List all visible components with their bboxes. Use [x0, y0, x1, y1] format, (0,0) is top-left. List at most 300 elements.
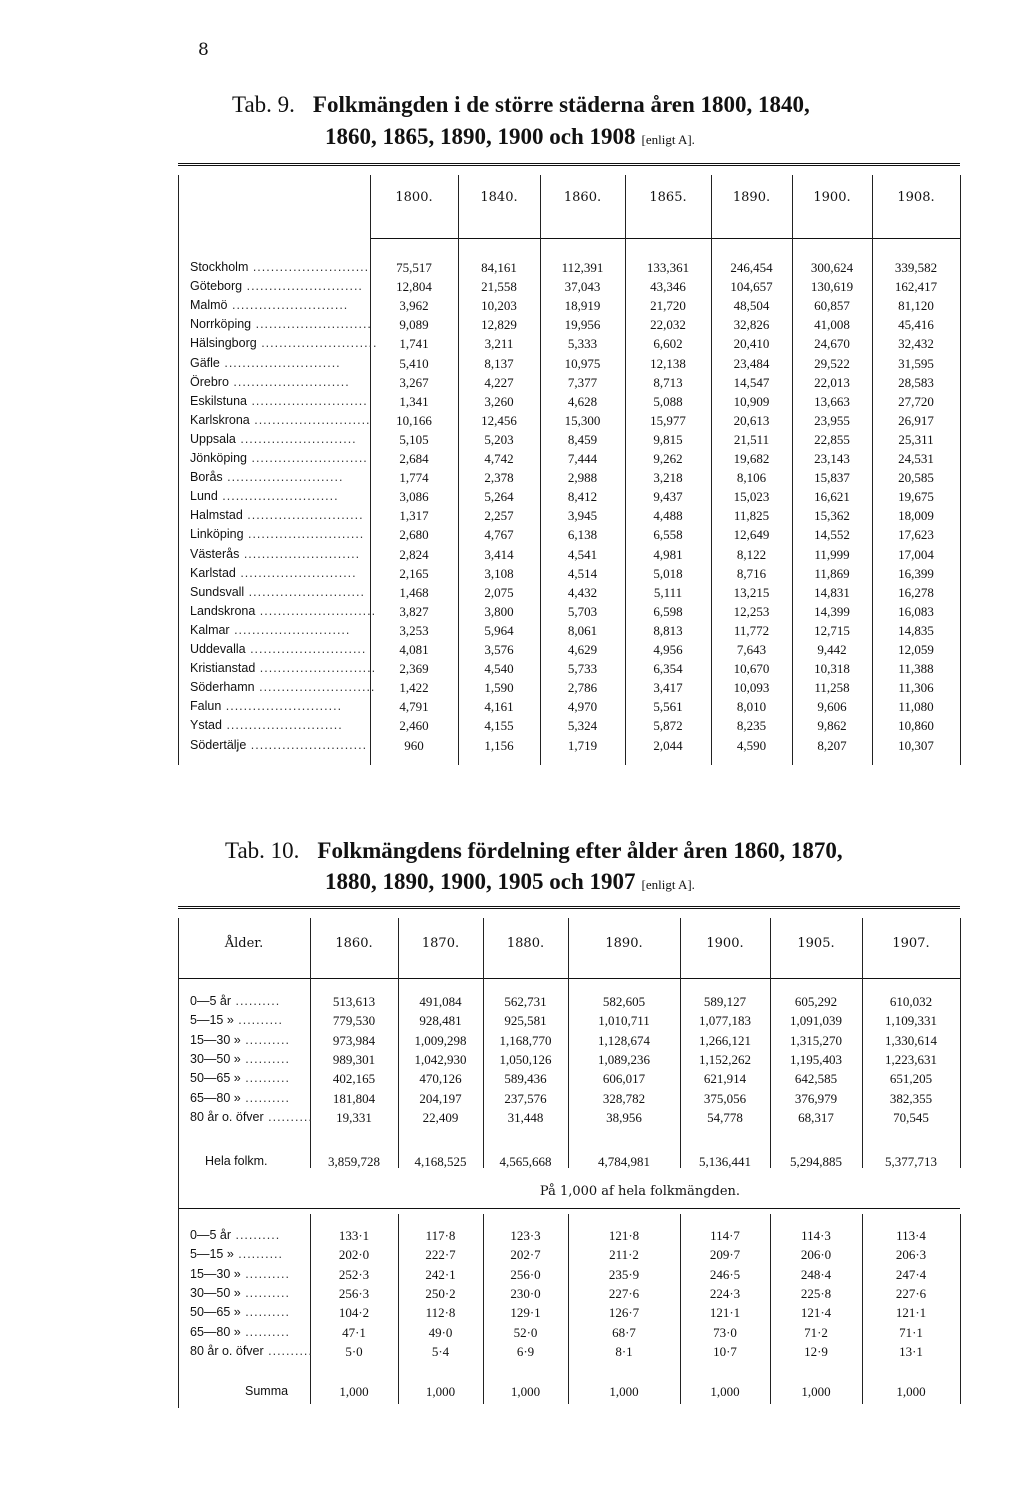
tab9-cell: 20,585	[898, 470, 934, 486]
leader-dots: ..........................	[248, 260, 370, 274]
city-name: Göteborg	[190, 279, 243, 294]
tab9-cell: 9,862	[817, 718, 847, 734]
city-name: Ystad	[190, 718, 222, 733]
pm-cell: 230·0	[510, 1285, 541, 1301]
tab9-cell: 6,598	[653, 603, 683, 619]
tab9-cell: 21,511	[733, 431, 770, 447]
leader-dots: ..........	[263, 1109, 313, 1124]
tab9-cell: 12,138	[650, 355, 686, 371]
tab9-city-label	[190, 585, 365, 599]
city-name: Malmö	[190, 298, 228, 313]
tab9-cell: 133,361	[646, 260, 690, 275]
tab9-cell: 3,211	[484, 336, 514, 352]
tab9-cell: 8,412	[567, 489, 598, 505]
tab9-cell: 5,203	[484, 431, 514, 447]
tab9-column-header: 1860.	[563, 190, 602, 205]
leader-dots: ..........	[231, 1228, 281, 1242]
abs-cell: 1,223,631	[885, 1051, 937, 1067]
pm-cell: 222·7	[425, 1247, 456, 1263]
tab9-city-label	[190, 547, 365, 561]
tab9-cell: 16,278	[898, 584, 934, 600]
tab9-cell: 1,774	[399, 470, 429, 486]
tab9-cell: 162,417	[894, 279, 938, 295]
tab10-title-line1: Folkmängdens fördelning efter ålder åren 1860, 1870,	[317, 838, 843, 863]
tab9-city-label	[190, 412, 371, 427]
total-cell: 4,565,668	[499, 1154, 552, 1169]
abs-cell: 1,315,270	[790, 1032, 842, 1048]
pm-cell: 73·0	[713, 1324, 737, 1340]
tab9-cell: 10,860	[898, 718, 934, 734]
tab9-cell: 8,106	[736, 470, 767, 486]
pm-cell: 235·9	[608, 1266, 640, 1282]
tab9-cell: 1,341	[399, 393, 429, 409]
pm-age-label	[190, 1228, 308, 1242]
tab9-cell: 45,416	[898, 317, 934, 333]
tab9-cell: 20,613	[733, 412, 770, 428]
tab9-cell: 9,442	[817, 642, 847, 657]
sum-cell: 1,000	[896, 1384, 926, 1399]
pm-cell: 52·0	[513, 1324, 538, 1340]
city-name: Gäfle	[190, 355, 220, 370]
tab9-cell: 1,156	[484, 737, 514, 753]
city-name: Norrköping	[190, 317, 252, 332]
tab9-cell: 23,955	[814, 412, 850, 428]
tab9-cell: 29,522	[814, 355, 850, 371]
leader-dots: ..........................	[251, 317, 372, 332]
tab9-cell: 12,829	[481, 317, 517, 333]
tab9-city-label	[190, 432, 365, 446]
tab9-cell: 32,826	[733, 317, 770, 333]
abs-cell: 973,984	[332, 1032, 376, 1048]
tab9-cell: 75,517	[396, 260, 432, 275]
pm-cell: 121·1	[895, 1305, 927, 1321]
leader-dots: ..........	[240, 1324, 290, 1339]
tab9-cell: 8,010	[736, 699, 767, 715]
tab9-cell: 9,437	[653, 489, 683, 505]
tab9-cell: 6,602	[653, 336, 683, 352]
tab9-cell: 14,547	[733, 374, 770, 390]
tab9-city-label	[190, 680, 376, 695]
abs-cell: 376,979	[794, 1090, 838, 1106]
tab9-cell: 5,333	[567, 336, 598, 352]
tab9-cell: 3,417	[653, 680, 683, 696]
pm-cell: 224·3	[709, 1285, 741, 1301]
tab9-cell: 9,089	[399, 317, 429, 333]
sum-label: Summa	[245, 1384, 289, 1398]
tab9-cell: 4,432	[567, 584, 598, 600]
tab9-cell: 16,083	[898, 603, 934, 619]
sum-cell: 1,000	[425, 1384, 456, 1399]
pm-cell: 71·1	[899, 1324, 923, 1340]
pm-cell: 227·6	[895, 1285, 927, 1301]
total-cell: 3,859,728	[328, 1154, 380, 1169]
abs-cell: 70,545	[893, 1109, 929, 1125]
abs-cell: 328,782	[602, 1090, 646, 1106]
total-cell: 5,377,713	[885, 1154, 937, 1169]
tab9-cell: 15,362	[814, 508, 850, 524]
abs-cell: 651,205	[889, 1071, 933, 1087]
city-name: Kristianstad	[190, 661, 256, 676]
tab9-cell: 5,561	[653, 699, 683, 715]
tab9-cell: 10,975	[564, 355, 601, 371]
tab9-cell: 10,203	[481, 298, 517, 314]
leader-dots: ..........	[233, 1247, 283, 1262]
pm-cell: 242·1	[425, 1266, 456, 1282]
tab9-cell: 5,872	[653, 718, 683, 734]
pm-cell: 113·4	[896, 1228, 926, 1243]
leader-dots: ..........	[240, 1285, 290, 1300]
city-name: Kalmar	[190, 622, 230, 637]
abs-cell: 1,091,039	[790, 1013, 842, 1029]
age-label: 80 år o. öfver	[190, 1343, 264, 1358]
abs-cell: 470,126	[419, 1071, 462, 1087]
tab9-cell: 1,422	[399, 680, 429, 696]
leader-dots: ..........................	[242, 508, 364, 523]
tab9-cell: 14,831	[814, 584, 850, 600]
tab9-cell: 3,253	[399, 622, 429, 638]
abs-cell: 402,165	[332, 1071, 376, 1087]
leader-dots: ..........................	[235, 431, 357, 446]
tab9-cell: 3,218	[653, 470, 683, 486]
tab9-cell: 4,227	[484, 374, 514, 390]
abs-cell: 1,077,183	[699, 1013, 751, 1029]
tab9-cell: 4,155	[484, 718, 514, 734]
leader-dots: ..........................	[246, 393, 368, 408]
tab9-cell: 6,558	[653, 527, 683, 543]
leader-dots: ..........................	[221, 699, 343, 714]
tab9-column-rule	[960, 175, 961, 765]
tab9-cell: 9,262	[653, 451, 683, 466]
tab9-cell: 9,815	[653, 431, 683, 447]
tab9-city-label	[190, 470, 365, 484]
tab9-city-label	[190, 718, 365, 732]
tab9-city-label	[190, 623, 365, 637]
tab9-cell: 2,680	[399, 527, 429, 543]
tab10-title-2	[325, 869, 695, 895]
abs-cell: 605,292	[794, 994, 838, 1009]
tab9-cell: 2,369	[399, 661, 429, 677]
city-name: Karlstad	[190, 565, 236, 580]
tab10-column-header: 1880.	[506, 936, 545, 951]
tab9-cell: 1,741	[399, 336, 429, 352]
tab9-cell: 3,800	[484, 603, 514, 619]
pm-cell: 13·1	[899, 1343, 923, 1359]
tab9-cell: 8,207	[817, 737, 847, 753]
tab9-cell: 3,086	[399, 489, 429, 505]
tab9-cell: 22,855	[814, 431, 850, 447]
tab9-cell: 8,459	[567, 431, 598, 447]
pm-cell: 121·8	[608, 1228, 640, 1243]
total-cell: 5,136,441	[699, 1154, 751, 1169]
tab9-cell: 15,837	[814, 470, 850, 486]
leader-dots: ..........................	[235, 565, 357, 580]
tab9-cell: 12,059	[898, 642, 934, 657]
age-label: 65—80 »	[190, 1324, 241, 1339]
abs-cell: 925,581	[504, 1013, 547, 1029]
pm-cell: 202·7	[510, 1247, 541, 1263]
pm-cell: 114·3	[801, 1228, 831, 1243]
tab9-cell: 8,716	[736, 565, 767, 581]
tab9-cell: 16,621	[814, 489, 850, 505]
tab9-cell: 2,075	[484, 584, 514, 600]
abs-cell: 491,084	[419, 994, 462, 1009]
tab9-cell: 26,917	[898, 412, 934, 428]
tab9-city-label	[190, 737, 368, 752]
tab9-column-header: 1865.	[649, 190, 687, 205]
pm-cell: 247·4	[895, 1266, 927, 1282]
tab9-cell: 41,008	[814, 317, 850, 333]
abs-cell: 606,017	[602, 1071, 646, 1087]
pm-cell: 250·2	[425, 1285, 456, 1301]
age-label: 50—65 »	[190, 1305, 241, 1320]
tab9-cell: 5,324	[567, 718, 598, 734]
pm-cell: 121·4	[800, 1305, 832, 1321]
leader-dots: ..........................	[219, 355, 341, 370]
tab9-cell: 2,684	[399, 451, 429, 466]
tab9-cell: 2,460	[399, 718, 429, 734]
tab9-cell: 19,682	[733, 451, 770, 466]
tab9-city-label	[190, 642, 365, 656]
abs-age-label	[190, 1109, 313, 1124]
tab9-cell: 12,715	[814, 622, 850, 638]
tab9-cell: 15,977	[650, 412, 686, 428]
tab9-cell: 21,558	[481, 279, 517, 295]
tab9-cell: 4,541	[567, 546, 598, 562]
abs-cell: 1,010,711	[598, 1013, 650, 1029]
tab9-cell: 12,456	[481, 412, 517, 428]
tab9-cell: 10,166	[396, 412, 432, 428]
tab9-cell: 25,311	[898, 431, 934, 447]
pm-cell: 121·1	[709, 1305, 741, 1321]
tab9-cell: 4,488	[653, 508, 683, 524]
pm-age-label	[190, 1325, 308, 1339]
tab9-cell: 4,970	[567, 699, 598, 715]
tab9-cell: 4,514	[567, 565, 598, 581]
pm-cell: 209·7	[709, 1247, 741, 1263]
tab9-left-rule	[178, 175, 179, 765]
city-name: Sundsvall	[190, 584, 245, 599]
leader-dots: ..........................	[256, 336, 378, 351]
pm-cell: 246·5	[709, 1266, 741, 1282]
tab9-top-rule	[178, 163, 960, 169]
tab9-cell: 10,093	[733, 680, 770, 696]
leader-dots: ..........	[240, 1266, 290, 1281]
tab9-cell: 4,956	[653, 642, 683, 657]
tab9-cell: 19,675	[898, 489, 934, 505]
tab9-city-label	[190, 451, 368, 465]
pm-cell: 252·3	[338, 1266, 370, 1282]
tab9-title	[232, 92, 810, 118]
city-name: Karlskrona	[190, 412, 250, 427]
tab9-cell: 130,619	[810, 279, 854, 295]
tab9-column-header: 1890.	[732, 190, 771, 205]
tab9-cell: 3,267	[399, 374, 429, 390]
tab9-cell: 4,081	[399, 642, 429, 657]
pm-cell: 6·9	[516, 1343, 535, 1359]
abs-age-label	[190, 994, 308, 1008]
leader-dots: ..........................	[245, 642, 367, 656]
leader-dots: ..........................	[221, 718, 343, 733]
abs-cell: 68,317	[798, 1109, 834, 1125]
abs-cell: 181,804	[332, 1090, 376, 1106]
tab9-cell: 15,023	[733, 489, 770, 505]
tab9-cell: 15,300	[564, 412, 601, 428]
abs-cell: 1,266,121	[699, 1032, 751, 1048]
tab9-cell: 4,742	[484, 451, 514, 466]
tab9-cell: 31,595	[898, 355, 934, 371]
age-label: 0—5 år	[190, 994, 231, 1008]
tab9-cell: 2,988	[567, 470, 598, 486]
tab9-cell: 48,504	[733, 298, 770, 314]
tab9-title-2	[325, 124, 695, 150]
tab9-cell: 2,257	[484, 508, 514, 524]
tab9-cell: 10,318	[814, 661, 850, 677]
tab9-cell: 339,582	[894, 260, 938, 275]
tab9-cell: 7,444	[567, 451, 598, 466]
pm-cell: 71·2	[804, 1324, 828, 1340]
age-label: 50—65 »	[190, 1071, 241, 1086]
tab9-cell: 32,432	[898, 336, 934, 352]
abs-cell: 237,576	[504, 1090, 547, 1106]
tab9-city-label	[190, 699, 365, 713]
leader-dots: ..........	[240, 1305, 290, 1320]
tab10-column-rule	[960, 918, 961, 1168]
abs-cell: 562,731	[504, 994, 547, 1009]
pm-cell: 256·3	[338, 1285, 370, 1301]
tab10-column-header: 1907.	[892, 936, 930, 951]
leader-dots: ..........................	[254, 680, 376, 695]
tab9-cell: 11,825	[733, 508, 770, 524]
age-label: 30—50 »	[190, 1285, 241, 1300]
abs-cell: 621,914	[703, 1071, 747, 1087]
tab9-cell: 5,105	[399, 431, 429, 447]
pm-age-label	[190, 1286, 308, 1300]
leader-dots: ..........................	[243, 527, 365, 542]
abs-cell: 31,448	[507, 1109, 544, 1125]
tab9-city-label	[190, 336, 378, 351]
tab9-cell: 23,143	[814, 451, 850, 466]
leader-dots: ..........................	[228, 374, 350, 389]
tab9-cell: 20,410	[733, 336, 770, 352]
total-cell: 4,784,981	[598, 1154, 650, 1169]
tab9-cell: 24,670	[814, 336, 850, 352]
abs-cell: 1,109,331	[885, 1013, 937, 1029]
per-mille-heading: På 1,000 af hela folkmängden.	[539, 1184, 741, 1199]
city-name: Jönköping	[190, 451, 247, 465]
tab9-cell: 14,399	[814, 603, 850, 619]
tab9-cell: 21,720	[650, 298, 686, 314]
tab9-cell: 12,804	[396, 279, 432, 295]
tab9-cell: 7,643	[736, 642, 767, 657]
pm-age-label	[190, 1267, 308, 1281]
abs-cell: 610,032	[889, 994, 933, 1009]
tab9-cell: 8,813	[653, 622, 683, 638]
abs-cell: 1,042,930	[414, 1051, 467, 1067]
tab9-cell: 8,137	[484, 355, 514, 371]
tab9-cell: 112,391	[561, 260, 604, 275]
tab9-cell: 4,628	[567, 393, 598, 409]
tab9-city-label	[190, 527, 365, 541]
pm-cell: 10·7	[713, 1343, 737, 1359]
tab9-cell: 10,670	[733, 661, 770, 677]
pm-cell: 112·8	[425, 1305, 456, 1321]
tab9-city-label	[190, 393, 368, 408]
tab10-age-header: Ålder.	[224, 936, 264, 951]
tab9-cell: 1,590	[484, 680, 514, 696]
tab9-title-line1: Folkmängden i de större städerna åren 1800, 1840,	[312, 92, 810, 117]
tab9-column-header: 1908.	[897, 190, 935, 205]
tab9-cell: 9,606	[817, 699, 847, 715]
age-label: 65—80 »	[190, 1090, 241, 1105]
pm-cell: 104·2	[338, 1305, 370, 1321]
abs-cell: 1,168,770	[499, 1032, 552, 1048]
tab9-cell: 11,080	[898, 699, 934, 715]
tab9-cell: 2,786	[567, 680, 598, 696]
tab9-title-line2: 1860, 1865, 1890, 1900 och 1908	[325, 124, 636, 149]
tab9-city-label	[190, 603, 377, 618]
pm-cell: 68·7	[612, 1324, 636, 1340]
abs-age-label	[190, 1033, 308, 1047]
tab9-cell: 10,909	[733, 393, 770, 409]
pm-cell: 256·0	[510, 1266, 541, 1282]
total-cell: 5,294,885	[790, 1154, 842, 1169]
pm-cell: 8·1	[615, 1343, 633, 1359]
tab9-cell: 3,962	[399, 298, 429, 314]
leader-dots: ..........	[240, 1090, 290, 1105]
pm-cell: 225·8	[800, 1285, 832, 1301]
tab9-cell: 81,120	[898, 298, 934, 314]
sum-cell: 1,000	[609, 1384, 639, 1399]
pm-age-label	[190, 1247, 308, 1261]
tab9-cell: 3,260	[484, 393, 514, 409]
city-name: Södertälje	[190, 737, 247, 752]
page-number: 8	[198, 40, 209, 60]
leader-dots: ..........................	[244, 584, 365, 599]
city-name: Hälsingborg	[190, 336, 257, 351]
tab10-label: Tab. 10.	[225, 838, 300, 863]
sum-cell: 1,000	[339, 1384, 369, 1399]
tab9-cell: 37,043	[564, 279, 601, 295]
abs-cell: 589,127	[703, 994, 747, 1009]
abs-cell: 1,152,262	[699, 1051, 751, 1067]
pm-cell: 117·8	[425, 1228, 456, 1243]
tab9-cell: 246,454	[730, 260, 773, 275]
pm-cell: 5·4	[431, 1343, 450, 1359]
leader-dots: ..........	[240, 1051, 290, 1066]
pm-age-label	[190, 1343, 313, 1358]
city-name: Linköping	[190, 527, 244, 542]
tab10-column-header: 1860.	[335, 936, 373, 951]
abs-cell: 22,409	[422, 1109, 459, 1125]
leader-dots: ..........	[233, 1013, 283, 1028]
tab9-cell: 14,835	[898, 622, 934, 638]
tab9-cell: 60,857	[814, 298, 850, 314]
tab9-column-header: 1900.	[813, 190, 851, 205]
tab10-column-header: 1870.	[421, 936, 460, 951]
abs-age-label	[190, 1071, 308, 1085]
tab9-cell: 5,964	[484, 622, 514, 638]
tab9-cell: 6,354	[653, 661, 683, 677]
age-label: 5—15 »	[190, 1013, 234, 1028]
tab9-cell: 3,576	[484, 642, 514, 657]
tab9-cell: 43,346	[650, 279, 686, 295]
tab9-cell: 3,108	[484, 565, 514, 581]
tab9-cell: 7,377	[567, 374, 598, 390]
tab9-cell: 11,258	[814, 680, 850, 696]
pm-cell: 114·7	[710, 1228, 740, 1243]
tab9-cell: 3,827	[399, 603, 429, 619]
sum-cell: 1,000	[510, 1384, 541, 1399]
